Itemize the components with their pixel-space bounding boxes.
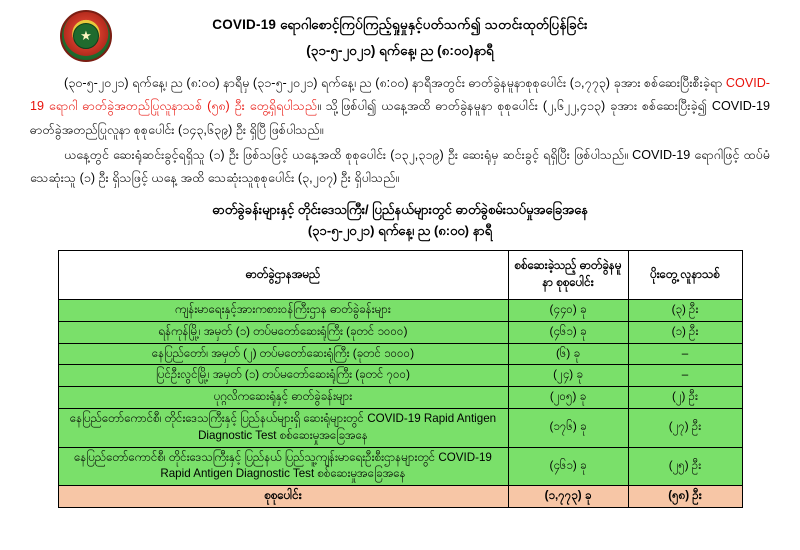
cell-samples: (၆) ခု [508,343,628,365]
cell-new-cases: (၂၇) ဦး [628,409,742,448]
cell-samples: (၁၇၆) ခု [508,409,628,448]
lab-results-table [58,250,743,508]
cell-samples: (၄၆၁) ခု [508,321,628,343]
cell-total-label: စုစုပေါင်း [58,486,508,508]
cell-lab-name: ရန်ကုန်မြို့၊ အမှတ် (၁) တပ်မတော်ဆေးရုံကြီး (ခုတင် ၁၀၀၀) [58,321,508,343]
table-row [58,365,742,387]
paragraph-2-segment-1: ယနေ့တွင် ဆေးရုံဆင်းခွင့်ရရှိသူ (၁) ဦး ဖြစ်သဖြင့် ယနေ့အထိ စုစုပေါင်း (၁၃၂,၃၁၉) ဦး ဆေးရုံမှ ဆင်းခွင့် ရရှိပြီး ဖြစ်ပါသည်။ COVID-19 ရောဂါဖြင့် ထပ်မံသေဆုံးသူ (၁) ဦး ရှိသဖြင့် ယနေ့ အထိ သေဆုံးသူစုစုပေါင်း (၃,၂၀၇) ဦး ရှိပါသည်။ [30,147,770,186]
cell-new-cases: (၃) ဦး [628,300,742,322]
state-seal-logo [60,10,112,62]
cell-new-cases: (၂၅) ဦး [628,447,742,486]
cell-lab-name: နေပြည်တော်ကောင်စီ၊ တိုင်းဒေသကြီးနှင့် ပြည်နယ် ပြည်သူ့ကျန်းမာရေးဦးစီးဌာနများတွင် COVID-19 Rapid Antigen Diagnostic Test စစ်ဆေးမှုအခြေအနေ [58,447,508,486]
paragraph-2 [30,144,770,191]
cell-samples: (၄၄၀) ခု [508,300,628,322]
table-row [58,321,742,343]
page-subtitle-datetime: (၃၁-၅-၂၀၂၁) ရက်နေ့၊ ည (၈:၀၀)နာရီ [306,43,494,58]
table-row [58,387,742,409]
cell-total-new-cases: (၅၈) ဦး [628,486,742,508]
paragraph-1-segment-3: ။ သို့ဖြစ်ပါ၍ ယနေ့အထိ ဓာတ်ခွဲနမူနာ စုစုပေါင်း (၂,၆၂၂,၄၁၃) ခုအား စစ်ဆေးပြီးခဲ့၍ COVID-19 ဓာတ်ခွဲအတည်ပြုလူနာ စုစုပေါင်း (၁၄၃,၆၃၉) ဦး ရှိပြီ ဖြစ်ပါသည်။ [30,99,770,137]
cell-lab-name: နေပြည်တော်ကောင်စီ၊ တိုင်းဒေသကြီးနှင့် ပြည်နယ်များရှိ ဆေးရုံများတွင် COVID-19 Rapid Antigen Diagnostic Test စစ်ဆေးမှုအခြေအနေ [58,409,508,448]
paragraph-1-segment-1: (၃၀-၅-၂၀၂၁) ရက်နေ့၊ ည (၈:၀၀) နာရီမှ (၃၁-၅-၂၀၂၁) ရက်နေ့၊ ည (၈:၀၀) နာရီအတွင်း ဓာတ်ခွဲနမူနာစုစုပေါင်း (၁,၇၇၃) ခုအား စစ်ဆေးပြီးစီးခဲ့ရာ [64,76,726,90]
section-title [22,200,778,242]
column-header-new-cases: ပိုးတွေ့ လူနာသစ် [628,251,742,300]
cell-lab-name: နေပြည်တော်၊ အမှတ် (၂) တပ်မတော်ဆေးရုံကြီး (ခုတင် ၁၀၀၀) [58,343,508,365]
cell-new-cases: – [628,343,742,365]
section-title-line1: ဓာတ်ခွဲခန်းများနှင့် တိုင်းဒေသကြီး/ ပြည်နယ်များတွင် ဓာတ်ခွဲစမ်းသပ်မှုအခြေအနေ [212,202,588,218]
column-header-lab-name: ဓာတ်ခွဲဌာနအမည် [58,251,508,300]
cell-lab-name: ပြင်ဦးလွင်မြို့၊ အမှတ် (၁) တပ်မတော်ဆေးရုံကြီး (ခုတင် ၇၀၀) [58,365,508,387]
table-row [58,447,742,486]
section-title-line2: (၃၁-၅-၂၀၂၁) ရက်နေ့၊ ည (၈:၀၀) နာရီ [307,223,493,239]
page-title: COVID-19 ရောဂါစောင့်ကြပ်ကြည့်ရှုမှုနှင့်ပတ်သက်၍ သတင်းထုတ်ပြန်ခြင်း [212,17,588,32]
table-row [58,409,742,448]
table-row [58,343,742,365]
cell-lab-name: ပုဂ္ဂလိကဆေးရုံနှင့် ဓာတ်ခွဲခန်းများ [58,387,508,409]
column-header-samples: စစ်ဆေးခဲ့သည့် ဓာတ်ခွဲနမူနာ စုစုပေါင်း [508,251,628,300]
cell-lab-name: ကျန်းမာရေးနှင့်အားကစားဝန်ကြီးဌာန ဓာတ်ခွဲခန်းများ [58,300,508,322]
table-body [58,300,742,508]
paragraph-1 [30,72,770,142]
table-row-total [58,486,742,508]
table-row [58,300,742,322]
document-header [22,8,778,62]
cell-samples: (၄၆၁) ခု [508,447,628,486]
cell-total-samples: (၁,၇၇၃) ခု [508,486,628,508]
cell-new-cases: (၁) ဦး [628,321,742,343]
cell-new-cases: – [628,365,742,387]
seal-star-icon: ★ [80,28,92,44]
cell-new-cases: (၂) ဦး [628,387,742,409]
body-text [22,66,778,190]
paragraph-1-highlight: COVID-19 ရောဂါ ဓာတ်ခွဲအတည်ပြုလူနာသစ် (၅၈) ဦး တွေ့ရှိရပါသည် [30,76,770,114]
cell-samples: (၂၄) ခု [508,365,628,387]
table-header-row [58,251,742,300]
cell-samples: (၂၀၅) ခု [508,387,628,409]
